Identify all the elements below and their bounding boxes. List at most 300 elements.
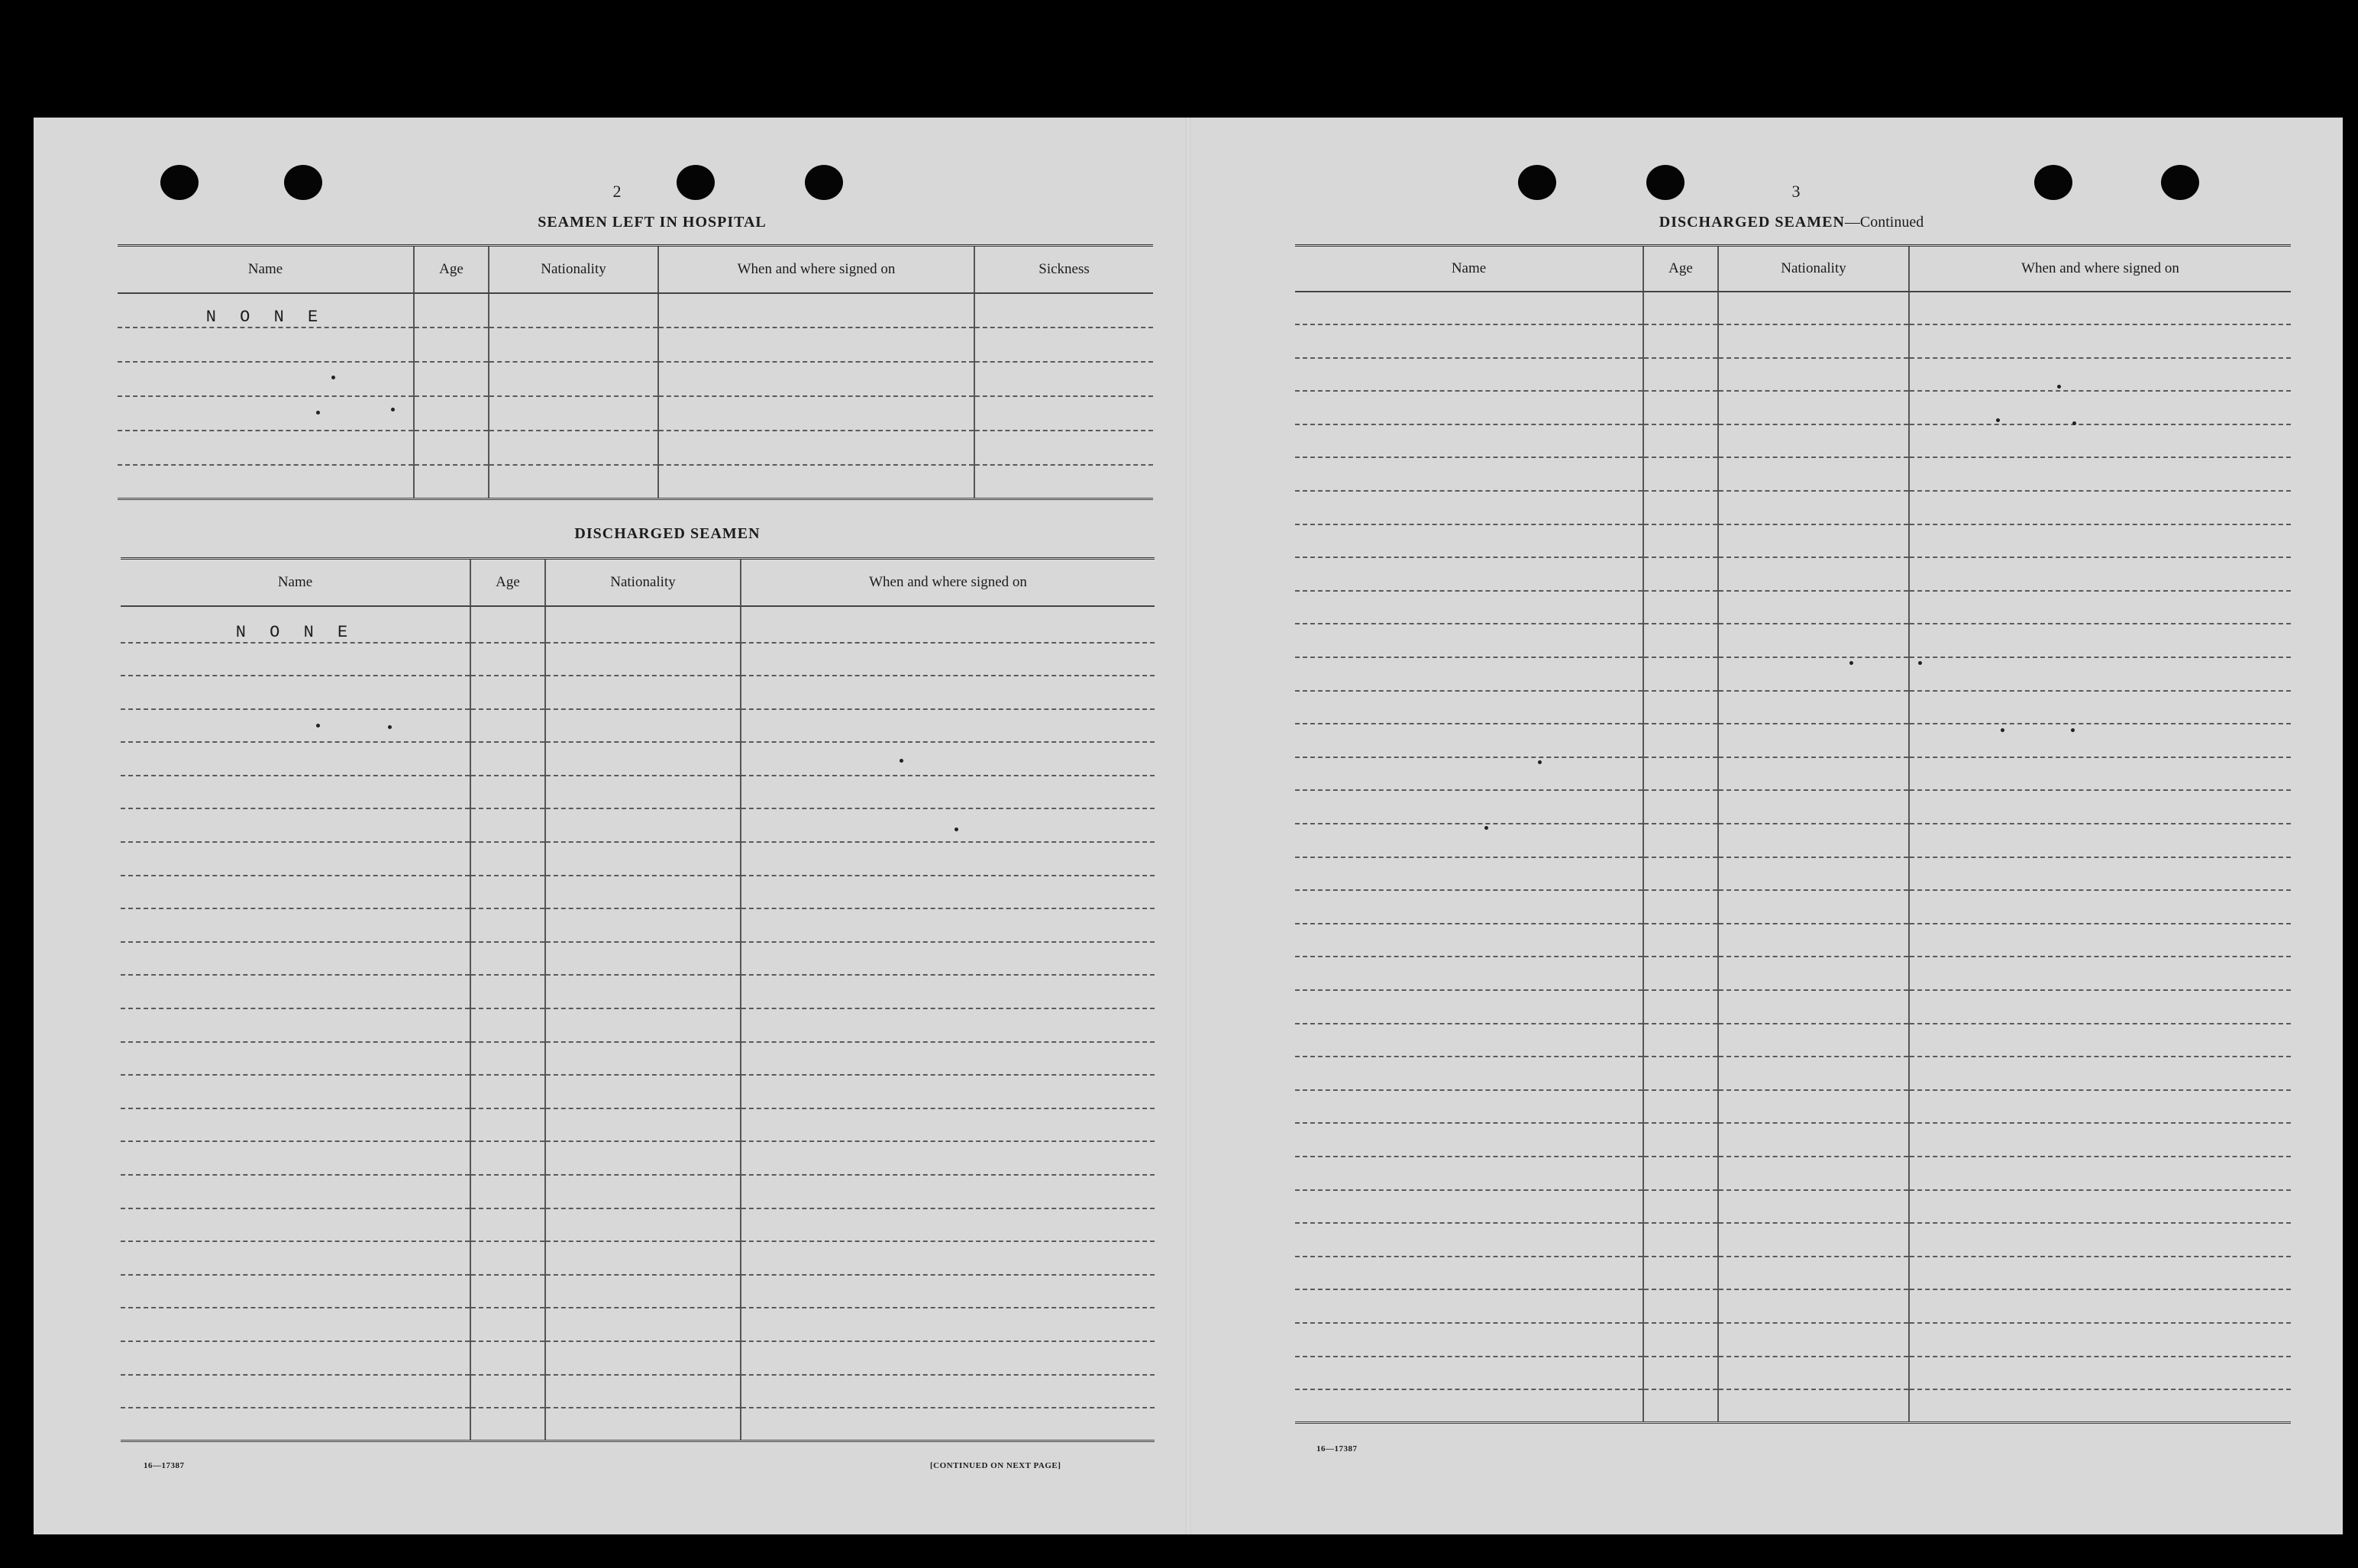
age-cell xyxy=(1643,557,1718,591)
table-row xyxy=(1295,1090,2291,1124)
nationality-cell xyxy=(1718,457,1909,491)
nationality-cell xyxy=(1718,890,1909,924)
punch-hole xyxy=(160,165,199,200)
nationality-cell xyxy=(1718,324,1909,358)
table-row xyxy=(121,1075,1155,1108)
name-cell xyxy=(121,1141,470,1175)
age-cell xyxy=(1643,1323,1718,1357)
ink-speck xyxy=(1849,661,1853,665)
nationality-cell xyxy=(545,742,741,776)
signed-on-cell xyxy=(1909,790,2291,824)
age-cell xyxy=(470,606,545,643)
nationality-cell xyxy=(545,1075,741,1108)
name-cell xyxy=(1295,1357,1643,1390)
table-row xyxy=(1295,957,2291,990)
age-cell xyxy=(1643,657,1718,691)
signed-on-cell xyxy=(1909,1090,2291,1124)
table-row xyxy=(121,776,1155,809)
name-cell xyxy=(1295,1090,1643,1124)
table-row xyxy=(1295,824,2291,857)
table-row xyxy=(1295,724,2291,757)
nationality-cell xyxy=(1718,1257,1909,1290)
nationality-cell xyxy=(1718,757,1909,791)
name-cell xyxy=(1295,757,1643,791)
name-cell xyxy=(1295,724,1643,757)
table-row xyxy=(1295,691,2291,724)
signed-on-cell xyxy=(741,1141,1155,1175)
name-cell xyxy=(1295,691,1643,724)
age-cell xyxy=(470,1075,545,1108)
sickness-cell xyxy=(974,362,1153,396)
name-cell xyxy=(1295,624,1643,657)
table-row xyxy=(121,1008,1155,1042)
age-cell xyxy=(470,1241,545,1275)
table-row xyxy=(1295,1057,2291,1090)
name-cell xyxy=(121,1075,470,1108)
signed-on-cell xyxy=(1909,457,2291,491)
name-cell xyxy=(1295,1323,1643,1357)
signed-on-cell xyxy=(1909,1289,2291,1323)
table-row xyxy=(1295,391,2291,424)
age-cell xyxy=(1643,1123,1718,1157)
ink-speck xyxy=(2071,728,2075,732)
signed-on-cell xyxy=(1909,1190,2291,1224)
discharged-continued-title xyxy=(1593,214,1990,231)
signed-on-cell xyxy=(1909,724,2291,757)
age-cell xyxy=(1643,1389,1718,1423)
name-cell xyxy=(1295,292,1643,325)
age-cell xyxy=(1643,292,1718,325)
signed-on-cell xyxy=(1909,524,2291,558)
name-cell xyxy=(121,709,470,743)
name-cell: N O N E xyxy=(118,293,414,327)
signed-on-cell xyxy=(658,396,974,431)
nationality-cell xyxy=(1718,657,1909,691)
signed-on-cell xyxy=(741,776,1155,809)
column-header-name: Name xyxy=(118,246,414,293)
name-cell xyxy=(1295,857,1643,891)
table-row xyxy=(1295,591,2291,624)
table-row xyxy=(118,431,1153,465)
name-cell xyxy=(118,327,414,362)
age-cell xyxy=(1643,524,1718,558)
ink-speck xyxy=(2072,421,2076,425)
age-cell xyxy=(1643,1257,1718,1290)
nationality-cell xyxy=(545,1042,741,1076)
nationality-cell xyxy=(1718,292,1909,325)
signed-on-cell xyxy=(741,1308,1155,1341)
age-cell xyxy=(470,975,545,1008)
name-cell xyxy=(121,1175,470,1208)
nationality-cell xyxy=(1718,591,1909,624)
nationality-cell xyxy=(489,396,658,431)
name-cell xyxy=(1295,1123,1643,1157)
table-row xyxy=(1295,524,2291,558)
name-cell xyxy=(121,1375,470,1408)
ink-speck xyxy=(331,376,335,379)
punch-hole xyxy=(284,165,322,200)
nationality-cell xyxy=(1718,857,1909,891)
nationality-cell xyxy=(545,1308,741,1341)
signed-on-cell xyxy=(1909,1389,2291,1423)
table-row xyxy=(1295,790,2291,824)
name-cell xyxy=(121,1341,470,1375)
discharged-section-title: DISCHARGED SEAMEN xyxy=(574,525,761,542)
table-row xyxy=(121,1141,1155,1175)
table-row xyxy=(121,1175,1155,1208)
name-cell xyxy=(1295,1157,1643,1190)
signed-on-cell xyxy=(741,842,1155,876)
signed-on-cell xyxy=(1909,292,2291,325)
table-row xyxy=(1295,424,2291,458)
signed-on-cell xyxy=(741,643,1155,676)
signed-on-cell xyxy=(1909,890,2291,924)
age-cell xyxy=(1643,1024,1718,1057)
left-page xyxy=(34,118,1188,1534)
nationality-cell xyxy=(1718,1090,1909,1124)
table-row xyxy=(1295,1257,2291,1290)
continued-note: [CONTINUED ON NEXT PAGE] xyxy=(930,1461,1061,1470)
table-row xyxy=(121,942,1155,976)
ink-speck xyxy=(2057,385,2061,389)
table-row xyxy=(1295,890,2291,924)
ink-speck xyxy=(900,759,903,763)
table-row xyxy=(121,1341,1155,1375)
nationality-cell xyxy=(1718,1024,1909,1057)
name-cell xyxy=(1295,1389,1643,1423)
age-cell xyxy=(1643,1157,1718,1190)
column-header-name: Name xyxy=(1295,246,1643,292)
name-cell xyxy=(1295,1057,1643,1090)
name-cell xyxy=(121,808,470,842)
nationality-cell xyxy=(489,362,658,396)
nationality-cell xyxy=(1718,691,1909,724)
column-header-nationality: Nationality xyxy=(489,246,658,293)
signed-on-cell xyxy=(1909,557,2291,591)
table-row xyxy=(121,1208,1155,1242)
nationality-cell xyxy=(545,1175,741,1208)
nationality-cell xyxy=(545,808,741,842)
signed-on-cell xyxy=(741,742,1155,776)
signed-on-cell xyxy=(741,1241,1155,1275)
signed-on-cell xyxy=(1909,691,2291,724)
signed-on-cell xyxy=(741,606,1155,643)
table-row xyxy=(121,1108,1155,1142)
table-row xyxy=(1295,1323,2291,1357)
table-row xyxy=(121,876,1155,909)
name-cell xyxy=(1295,324,1643,358)
signed-on-cell xyxy=(741,1075,1155,1108)
name-cell xyxy=(1295,1257,1643,1290)
table-row xyxy=(121,709,1155,743)
name-cell xyxy=(121,1275,470,1308)
nationality-cell xyxy=(545,1208,741,1242)
nationality-cell xyxy=(545,1108,741,1142)
age-cell xyxy=(470,742,545,776)
table-row xyxy=(1295,990,2291,1024)
signed-on-cell xyxy=(1909,624,2291,657)
nationality-cell xyxy=(1718,924,1909,957)
age-cell xyxy=(1643,1223,1718,1257)
table-row xyxy=(118,362,1153,396)
name-cell xyxy=(1295,358,1643,392)
age-cell xyxy=(1643,990,1718,1024)
table-row xyxy=(1295,557,2291,591)
signed-on-cell xyxy=(741,1408,1155,1441)
name-cell xyxy=(1295,424,1643,458)
age-cell xyxy=(470,643,545,676)
signed-on-cell xyxy=(658,431,974,465)
column-header-age: Age xyxy=(414,246,489,293)
name-cell xyxy=(121,1408,470,1441)
ink-speck xyxy=(2001,728,2004,732)
nationality-cell xyxy=(1718,524,1909,558)
signed-on-cell xyxy=(741,1108,1155,1142)
age-cell xyxy=(1643,1190,1718,1224)
punch-hole xyxy=(2161,165,2199,200)
table-row xyxy=(121,842,1155,876)
name-cell xyxy=(121,1208,470,1242)
nationality-cell xyxy=(1718,1289,1909,1323)
age-cell xyxy=(1643,857,1718,891)
age-cell xyxy=(1643,957,1718,990)
signed-on-cell xyxy=(1909,391,2291,424)
ink-speck xyxy=(316,724,320,728)
signed-on-cell xyxy=(1909,1357,2291,1390)
signed-on-cell xyxy=(741,1275,1155,1308)
nationality-cell xyxy=(1718,1157,1909,1190)
age-cell xyxy=(470,1042,545,1076)
ink-speck xyxy=(1996,418,2000,422)
age-cell xyxy=(1643,457,1718,491)
age-cell xyxy=(470,1208,545,1242)
nationality-cell xyxy=(1718,1357,1909,1390)
signed-on-cell xyxy=(741,709,1155,743)
nationality-cell xyxy=(545,1241,741,1275)
table-row xyxy=(1295,292,2291,325)
name-cell xyxy=(1295,1289,1643,1323)
table-row xyxy=(118,396,1153,431)
name-cell xyxy=(121,742,470,776)
signed-on-cell xyxy=(741,676,1155,709)
signed-on-cell xyxy=(741,1375,1155,1408)
table-row xyxy=(1295,1357,2291,1390)
nationality-cell xyxy=(1718,990,1909,1024)
nationality-cell xyxy=(1718,424,1909,458)
table-row xyxy=(121,908,1155,942)
age-cell xyxy=(414,327,489,362)
name-cell xyxy=(121,1108,470,1142)
age-cell xyxy=(1643,890,1718,924)
name-cell xyxy=(1295,1024,1643,1057)
age-cell xyxy=(414,465,489,499)
nationality-cell xyxy=(545,876,741,909)
nationality-cell xyxy=(545,842,741,876)
age-cell xyxy=(1643,824,1718,857)
name-cell xyxy=(118,396,414,431)
signed-on-cell xyxy=(741,1042,1155,1076)
table-row xyxy=(1295,857,2291,891)
continued-suffix: —Continued xyxy=(1844,214,1924,231)
signed-on-cell xyxy=(1909,1057,2291,1090)
nationality-cell xyxy=(1718,1223,1909,1257)
age-cell xyxy=(470,1275,545,1308)
nationality-cell xyxy=(545,942,741,976)
name-cell xyxy=(1295,824,1643,857)
signed-on-cell xyxy=(741,1341,1155,1375)
signed-on-cell xyxy=(741,808,1155,842)
age-cell xyxy=(1643,724,1718,757)
discharged-table xyxy=(121,557,1155,1442)
table-row xyxy=(1295,657,2291,691)
name-cell xyxy=(121,842,470,876)
age-cell xyxy=(470,1375,545,1408)
name-cell xyxy=(1295,524,1643,558)
signed-on-cell xyxy=(741,876,1155,909)
signed-on-cell xyxy=(1909,1257,2291,1290)
nationality-cell xyxy=(545,1275,741,1308)
age-cell xyxy=(414,362,489,396)
age-cell xyxy=(470,1141,545,1175)
age-cell xyxy=(1643,1289,1718,1323)
age-cell xyxy=(1643,624,1718,657)
age-cell xyxy=(470,709,545,743)
signed-on-cell xyxy=(1909,990,2291,1024)
table-row xyxy=(121,1308,1155,1341)
sickness-cell xyxy=(974,431,1153,465)
hospital-section-title: SEAMEN LEFT IN HOSPITAL xyxy=(538,214,767,231)
punch-hole xyxy=(1518,165,1556,200)
signed-on-cell xyxy=(741,908,1155,942)
right-page xyxy=(1188,118,2343,1534)
nationality-cell xyxy=(489,465,658,499)
age-cell xyxy=(470,776,545,809)
signed-on-cell xyxy=(1909,424,2291,458)
signed-on-cell xyxy=(1909,757,2291,791)
ink-speck xyxy=(316,411,320,415)
name-cell xyxy=(121,776,470,809)
name-cell xyxy=(121,908,470,942)
nationality-cell xyxy=(1718,957,1909,990)
signed-on-cell xyxy=(1909,1323,2291,1357)
nationality-cell xyxy=(1718,1123,1909,1157)
name-cell xyxy=(121,676,470,709)
name-cell xyxy=(1295,924,1643,957)
signed-on-cell xyxy=(741,942,1155,976)
signed-on-cell xyxy=(1909,824,2291,857)
ink-speck xyxy=(391,408,395,411)
nationality-cell xyxy=(545,908,741,942)
sickness-cell xyxy=(974,465,1153,499)
age-cell xyxy=(470,1108,545,1142)
punch-hole xyxy=(805,165,843,200)
ink-speck xyxy=(1484,826,1488,830)
nationality-cell xyxy=(545,776,741,809)
name-cell xyxy=(1295,1190,1643,1224)
nationality-cell xyxy=(1718,1190,1909,1224)
table-row xyxy=(1295,1123,2291,1157)
name-cell xyxy=(1295,1223,1643,1257)
age-cell xyxy=(1643,324,1718,358)
table-row xyxy=(118,293,1153,327)
page-number: 3 xyxy=(1791,182,1801,201)
punch-hole xyxy=(2034,165,2072,200)
age-cell xyxy=(470,1008,545,1042)
table-row xyxy=(121,1241,1155,1275)
column-header-name: Name xyxy=(121,559,470,606)
age-cell xyxy=(1643,790,1718,824)
table-row xyxy=(1295,457,2291,491)
age-cell xyxy=(414,396,489,431)
signed-on-cell xyxy=(1909,657,2291,691)
document-sheet xyxy=(34,118,2343,1534)
name-cell xyxy=(121,942,470,976)
table-row xyxy=(1295,1190,2291,1224)
name-cell xyxy=(121,1042,470,1076)
age-cell xyxy=(1643,491,1718,524)
age-cell xyxy=(1643,1090,1718,1124)
table-row xyxy=(1295,1024,2291,1057)
name-cell xyxy=(121,1241,470,1275)
table-row xyxy=(121,1408,1155,1441)
age-cell xyxy=(1643,358,1718,392)
discharged-continued-table xyxy=(1295,244,2291,1424)
ink-speck xyxy=(1538,760,1542,764)
name-cell xyxy=(121,876,470,909)
name-cell xyxy=(1295,990,1643,1024)
table-row xyxy=(121,1275,1155,1308)
name-cell xyxy=(1295,391,1643,424)
signed-on-cell xyxy=(741,1175,1155,1208)
name-cell xyxy=(118,362,414,396)
table-row xyxy=(1295,757,2291,791)
signed-on-cell xyxy=(1909,857,2291,891)
name-cell xyxy=(121,1308,470,1341)
column-header-sickness: Sickness xyxy=(974,246,1153,293)
signed-on-cell xyxy=(1909,924,2291,957)
nationality-cell xyxy=(1718,1057,1909,1090)
nationality-cell xyxy=(545,1375,741,1408)
hospital-table xyxy=(118,244,1153,500)
nationality-cell xyxy=(1718,1323,1909,1357)
name-cell xyxy=(121,643,470,676)
name-cell xyxy=(118,465,414,499)
nationality-cell xyxy=(545,676,741,709)
table-row xyxy=(1295,1223,2291,1257)
table-row xyxy=(121,1042,1155,1076)
nationality-cell xyxy=(1718,491,1909,524)
form-number: 16—17387 xyxy=(1316,1444,1358,1453)
signed-on-cell xyxy=(1909,591,2291,624)
table-row xyxy=(1295,324,2291,358)
age-cell xyxy=(1643,924,1718,957)
nationality-cell xyxy=(545,1008,741,1042)
name-cell xyxy=(121,1008,470,1042)
nationality-cell xyxy=(1718,1389,1909,1423)
name-cell xyxy=(118,431,414,465)
age-cell xyxy=(470,908,545,942)
table-row xyxy=(121,676,1155,709)
table-row xyxy=(121,1375,1155,1408)
signed-on-cell xyxy=(1909,324,2291,358)
nationality-cell xyxy=(1718,790,1909,824)
signed-on-cell xyxy=(658,327,974,362)
signed-on-cell xyxy=(1909,1157,2291,1190)
table-row xyxy=(121,808,1155,842)
signed-on-cell xyxy=(658,362,974,396)
ink-speck xyxy=(1918,661,1922,665)
nationality-cell xyxy=(1718,724,1909,757)
